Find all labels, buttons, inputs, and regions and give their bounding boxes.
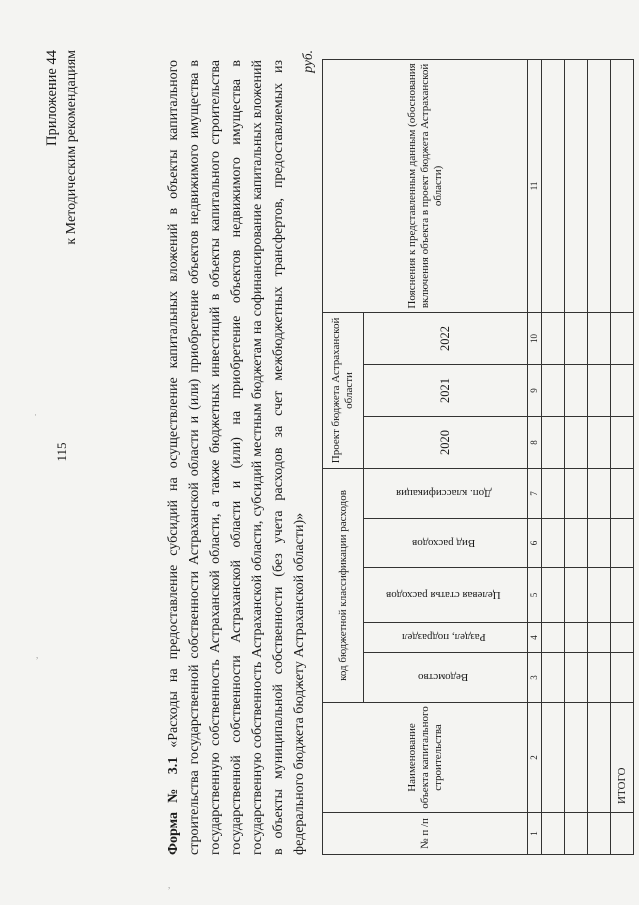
total-row — [611, 59, 634, 854]
column-number: 1 — [528, 813, 542, 855]
table-cell — [565, 468, 588, 518]
table-cell — [542, 468, 565, 518]
table-cell — [565, 623, 588, 653]
table-cell — [588, 623, 611, 653]
table-cell — [588, 468, 611, 518]
table-cell — [588, 59, 611, 312]
table-cell — [542, 519, 565, 568]
table-cell — [611, 416, 634, 468]
header-year-2020: 2020 — [364, 416, 528, 468]
table-cell — [611, 312, 634, 364]
column-number: 8 — [528, 416, 542, 468]
header-tselevaya-text: Целевая статья расходов — [386, 589, 501, 601]
table-cell — [611, 59, 634, 312]
appendix-reference — [42, 50, 82, 245]
table-cell — [611, 364, 634, 416]
column-number: 9 — [528, 364, 542, 416]
currency-unit: руб. — [300, 50, 315, 73]
header-dop-text: Доп. классификация — [395, 487, 492, 500]
table-cell — [611, 568, 634, 623]
document-sheet — [30, 30, 628, 875]
table-cell — [611, 623, 634, 653]
table-cell — [542, 312, 565, 364]
table-cell — [542, 59, 565, 312]
table-cell — [588, 813, 611, 855]
header-razdel-text: Раздел, подраздел — [401, 631, 486, 644]
table-cell — [542, 813, 565, 855]
column-number: 11 — [528, 59, 542, 312]
table-cell — [611, 468, 634, 518]
table-cell — [588, 312, 611, 364]
header-vedomstvo-text: Ведомство — [418, 671, 469, 684]
appendix-line-1: Приложение 44 — [44, 50, 60, 146]
table-cell — [588, 364, 611, 416]
table-cell — [565, 813, 588, 855]
header-project-group: Проект бюджета Астраханской области — [323, 312, 364, 468]
table-cell — [565, 364, 588, 416]
header-row-1 — [323, 59, 364, 854]
table-row — [565, 59, 588, 854]
column-number: 6 — [528, 519, 542, 568]
table-cell — [588, 416, 611, 468]
appendix-line-2: к Методическим рекомендациям — [64, 50, 79, 245]
table-cell — [565, 59, 588, 312]
header-year-2021: 2021 — [364, 364, 528, 416]
table-cell — [542, 364, 565, 416]
header-vid-text: Вид расходов — [411, 537, 476, 549]
table-cell — [542, 703, 565, 813]
total-label: ИТОГО — [611, 703, 634, 813]
table-row — [588, 59, 611, 854]
form-number: Форма № 3.1 — [166, 756, 181, 855]
table-cell — [611, 519, 634, 568]
table-cell — [565, 312, 588, 364]
table-cell — [542, 653, 565, 703]
header-num: № п /п — [323, 813, 528, 855]
scan-mark: , — [168, 880, 171, 890]
header-vedomstvo — [364, 653, 528, 703]
table-cell — [565, 703, 588, 813]
expenses-table — [322, 59, 634, 855]
column-number: 2 — [528, 703, 542, 813]
scan-mark: , — [36, 650, 39, 660]
header-tselevaya — [364, 568, 528, 623]
column-number: 10 — [528, 312, 542, 364]
page-number: 115 — [54, 442, 69, 462]
form-description: «Расходы на предоставление субсидий на осуществление капитальных вложений в объекты капитального строительства государственной собственности Астраханской области и (или) приобретение объектов недвижимого имущества в государственную собственность Астраханской области, а также бюджетных инвестиций в объекты капитального строительства государственной собственности Астраханской области и (или) на приобретение объектов недвижимого имущества в государственную собственность Астраханской области, субсидий местным бюджетам на софинансирование капитальных вложений в объекты муниципальной собственности (без учета расходов за счет межбюджетных трансфертов, предоставляемых из федерального бюджета бюджету Астраханской области)» — [166, 59, 307, 855]
table-cell — [588, 703, 611, 813]
header-kbk-group: код бюджетной классификации расходов — [323, 468, 364, 702]
table-cell — [588, 568, 611, 623]
table-cell — [565, 653, 588, 703]
column-number: 4 — [528, 623, 542, 653]
header-year-2022: 2022 — [364, 312, 528, 364]
table-cell — [565, 416, 588, 468]
column-number: 5 — [528, 568, 542, 623]
table-cell — [611, 653, 634, 703]
table-cell — [565, 519, 588, 568]
scan-mark: · — [34, 410, 37, 420]
table-row — [542, 59, 565, 854]
form-title — [163, 60, 310, 855]
header-name: Наименование объекта капитального строительства — [323, 703, 528, 813]
column-number-row — [528, 59, 542, 854]
column-number: 7 — [528, 468, 542, 518]
table-cell — [542, 623, 565, 653]
header-dop — [364, 468, 528, 518]
table-cell — [588, 519, 611, 568]
header-notes: Пояснения к представленным данным (обоснования включения объекта в проект бюджета Астраханской области) — [323, 59, 528, 312]
header-vid — [364, 519, 528, 568]
column-number: 3 — [528, 653, 542, 703]
table-cell — [542, 416, 565, 468]
table-cell — [542, 568, 565, 623]
table-cell — [611, 813, 634, 855]
table-cell — [565, 568, 588, 623]
table-cell — [588, 653, 611, 703]
header-razdel — [364, 623, 528, 653]
